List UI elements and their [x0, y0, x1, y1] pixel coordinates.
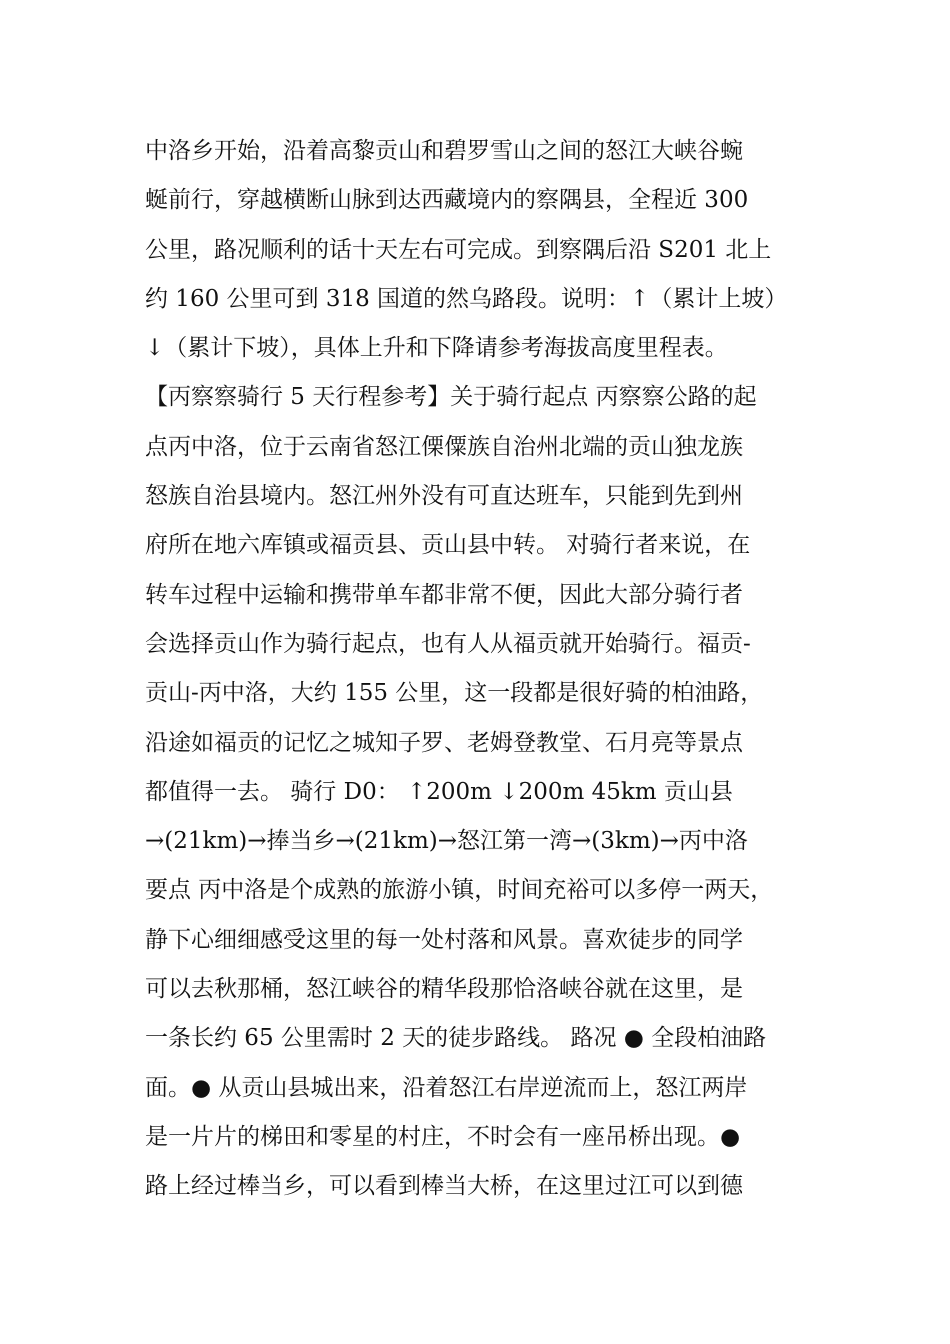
text-line-13: 沿途如福贡的记忆之城知子罗、老姆登教堂、石月亮等景点 [145, 729, 743, 756]
text-line-19: 一条长约 65 公里需时 2 天的徒步路线。 路况 ● 全段柏油路 [145, 1025, 767, 1052]
text-line-12: 贡山-丙中洛，大约 155 公里，这一段都是很好骑的柏油路， [145, 680, 764, 707]
body-text [145, 127, 825, 1212]
text-line-3: 公里，路况顺利的话十天左右可完成。到察隅后沿 S201 北上 [145, 236, 772, 263]
text-line-21: 是一片片的梯田和零星的村庄，不时会有一座吊桥出现。● [145, 1123, 741, 1150]
text-line-20: 面。● 从贡山县城出来，沿着怒江右岸逆流而上，怒江两岸 [145, 1074, 748, 1101]
text-line-9: 府所在地六库镇或福贡县、贡山县中转。 对骑行者来说，在 [145, 532, 751, 559]
text-line-16: 要点 丙中洛是个成熟的旅游小镇，时间充裕可以多停一两天， [145, 877, 774, 904]
text-line-7: 点丙中洛，位于云南省怒江傈僳族自治州北端的贡山独龙族 [145, 433, 743, 460]
text-line-1: 中洛乡开始，沿着高黎贡山和碧罗雪山之间的怒江大峡谷蜿 [145, 138, 743, 164]
text-line-18: 可以去秋那桶，怒江峡谷的精华段那恰洛峡谷就在这里，是 [145, 976, 743, 1003]
text-line-10: 转车过程中运输和携带单车都非常不便，因此大部分骑行者 [145, 581, 743, 608]
text-line-2: 蜒前行，穿越横断山脉到达西藏境内的察隅县，全程近 300 [145, 187, 749, 214]
text-line-14: 都值得一去。 骑行 D0： ↑200m ↓200m 45km 贡山县 [145, 778, 733, 805]
text-line-8: 怒族自治县境内。怒江州外没有可直达班车，只能到先到州 [145, 483, 743, 510]
text-line-22: 路上经过棒当乡，可以看到棒当大桥，在这里过江可以到德 [145, 1173, 743, 1200]
text-line-6: 【丙察察骑行 5 天行程参考】关于骑行起点 丙察察公路的起 [145, 384, 757, 411]
text-line-11: 会选择贡山作为骑行起点，也有人从福贡就开始骑行。福贡- [145, 630, 751, 657]
text-line-15: →(21km)→捧当乡→(21km)→怒江第一湾→(3km)→丙中洛 [145, 828, 748, 855]
text-line-17: 静下心细细感受这里的每一处村落和风景。喜欢徒步的同学 [145, 926, 743, 953]
text-line-5: ↓（累计下坡），具体上升和下降请参考海拔高度里程表。 [145, 335, 728, 362]
text-line-4: 约 160 公里可到 318 国道的然乌路段。说明：↑（累计上坡） [145, 285, 788, 312]
